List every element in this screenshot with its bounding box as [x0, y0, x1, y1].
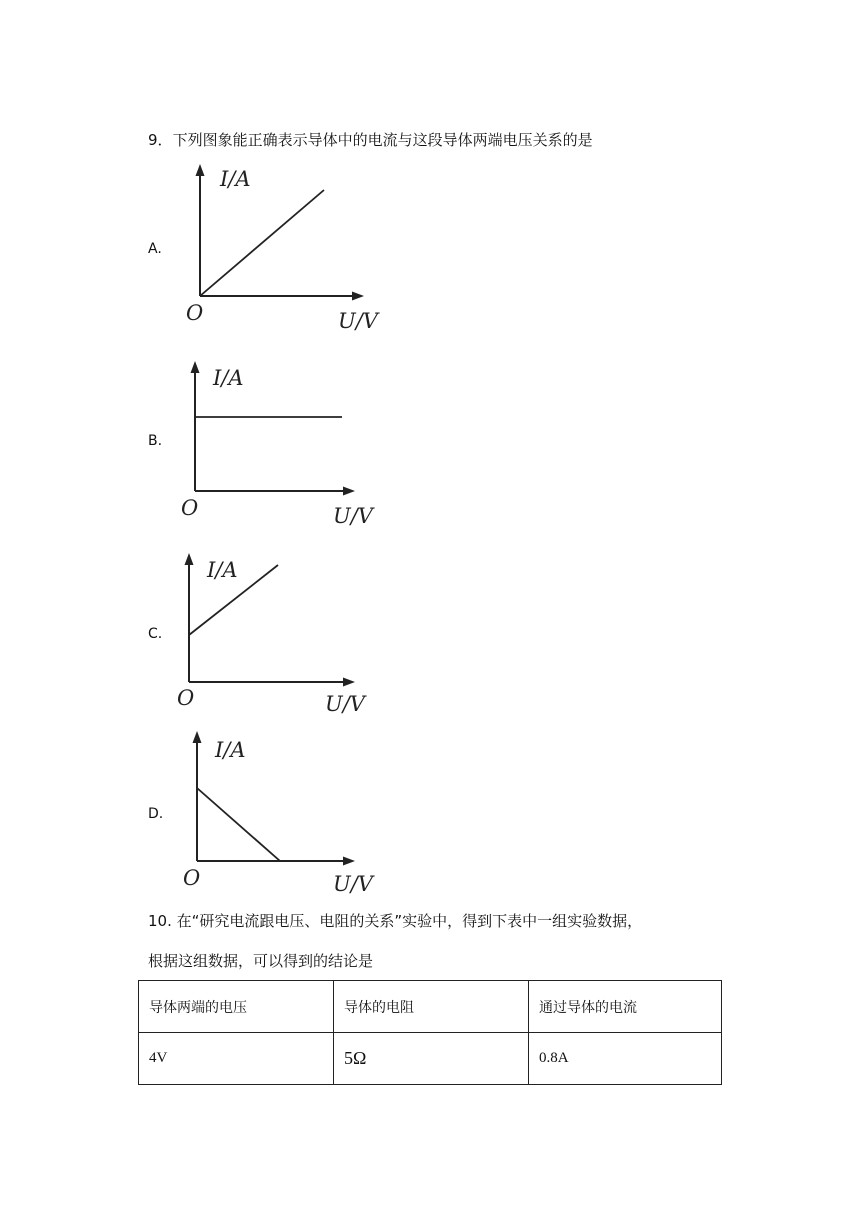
option-b-x-axis-label: U/V: [333, 504, 373, 528]
table-header-current: 通过导体的电流: [529, 981, 722, 1033]
option-d-x-axis-label: U/V: [333, 872, 373, 896]
option-a-x-axis-label: U/V: [338, 309, 378, 333]
option-a-curve: [200, 190, 324, 296]
option-c-origin-label: O: [177, 686, 195, 710]
option-b-y-axis-label: I/A: [213, 366, 244, 390]
option-d-graph: [167, 725, 397, 905]
experiment-data-table: [138, 980, 722, 1085]
option-d-label: D.: [148, 806, 164, 822]
table-cell-resistance: 5Ω: [334, 1033, 529, 1085]
option-c-label: C.: [148, 626, 163, 642]
option-d-origin-label: O: [183, 866, 201, 890]
option-a-y-axis-label: I/A: [220, 167, 251, 191]
question-9-stem: 下列图象能正确表示导体中的电流与这段导体两端电压关系的是: [172, 131, 593, 149]
option-a-label: A.: [148, 241, 162, 257]
option-c-y-axis-label: I/A: [207, 558, 238, 582]
option-a-origin-label: O: [186, 301, 204, 325]
option-d-curve: [197, 788, 280, 861]
table-row: [139, 1033, 722, 1085]
table-header-row: [139, 981, 722, 1033]
question-9-text: 9．下列图象能正确表示导体中的电流与这段导体两端电压关系的是: [148, 131, 593, 149]
option-b-graph: [165, 355, 395, 535]
option-c-graph: [159, 545, 389, 725]
option-c-x-axis-label: U/V: [325, 692, 365, 716]
table-header-voltage: 导体两端的电压: [139, 981, 334, 1033]
question-9-number: 9: [148, 131, 158, 149]
table-cell-voltage: 4V: [139, 1033, 334, 1085]
option-d-y-axis-label: I/A: [215, 738, 246, 762]
table-cell-current: 0.8A: [529, 1033, 722, 1085]
question-10-line-2: 根据这组数据，可以得到的结论是: [148, 952, 374, 970]
option-b-label: B.: [148, 433, 163, 449]
question-10-line-1: 10. 在“研究电流跟电压、电阻的关系”实验中，得到下表中一组实验数据，: [148, 912, 643, 930]
option-a-graph: [170, 160, 400, 340]
option-b-origin-label: O: [181, 496, 199, 520]
table-header-resistance: 导体的电阻: [334, 981, 529, 1033]
